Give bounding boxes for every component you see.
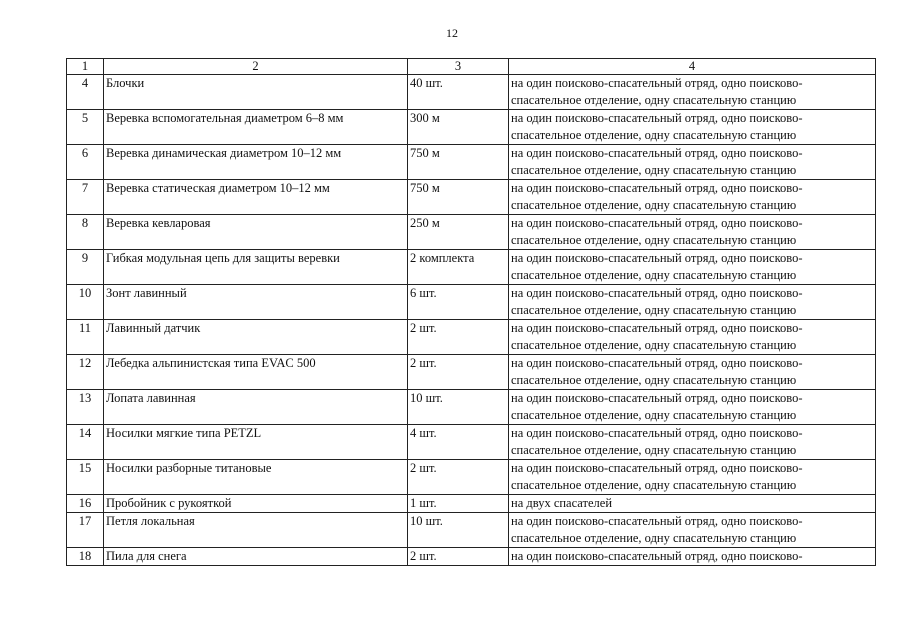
- item-quantity: 6 шт.: [408, 285, 509, 320]
- table-row: [67, 425, 876, 460]
- row-number: 9: [67, 250, 104, 285]
- item-name: Веревка статическая диаметром 10–12 мм: [104, 180, 408, 215]
- row-number: 11: [67, 320, 104, 355]
- item-name: Лебедка альпинистская типа EVAC 500: [104, 355, 408, 390]
- row-number: 4: [67, 75, 104, 110]
- table-row: [67, 320, 876, 355]
- item-quantity: 2 шт.: [408, 548, 509, 566]
- item-name: Носилки мягкие типа PETZL: [104, 425, 408, 460]
- item-note: [509, 355, 876, 390]
- item-name: Блочки: [104, 75, 408, 110]
- item-note-line-2: спасательное отделение, одну спасательную станцию: [511, 478, 797, 492]
- item-note-line-2: спасательное отделение, одну спасательную станцию: [511, 268, 797, 282]
- item-quantity: 10 шт.: [408, 513, 509, 548]
- column-header-2: 2: [104, 59, 408, 75]
- item-quantity: 2 комплекта: [408, 250, 509, 285]
- row-number: 5: [67, 110, 104, 145]
- item-note: [509, 180, 876, 215]
- item-quantity: 750 м: [408, 180, 509, 215]
- table-header-row: [67, 59, 876, 75]
- table-row: [67, 250, 876, 285]
- item-note: [509, 110, 876, 145]
- item-note-line-1: на один поисково-спасательный отряд, одно поисково-: [511, 216, 803, 230]
- table-row: [67, 285, 876, 320]
- row-number: 8: [67, 215, 104, 250]
- item-quantity: 10 шт.: [408, 390, 509, 425]
- item-note-line-2: спасательное отделение, одну спасательную станцию: [511, 93, 797, 107]
- item-note-line-1: на один поисково-спасательный отряд, одно поисково-: [511, 111, 803, 125]
- column-header-1: 1: [67, 59, 104, 75]
- item-note-line-1: на один поисково-спасательный отряд, одно поисково-: [511, 549, 803, 563]
- item-note-line-1: на один поисково-спасательный отряд, одно поисково-: [511, 251, 803, 265]
- item-note-line-2: спасательное отделение, одну спасательную станцию: [511, 531, 797, 545]
- item-name: Лавинный датчик: [104, 320, 408, 355]
- item-quantity: 2 шт.: [408, 320, 509, 355]
- table-body: [67, 75, 876, 566]
- item-note: [509, 513, 876, 548]
- table-row: [67, 355, 876, 390]
- item-note: [509, 495, 876, 513]
- row-number: 14: [67, 425, 104, 460]
- row-number: 6: [67, 145, 104, 180]
- item-name: Лопата лавинная: [104, 390, 408, 425]
- item-quantity: 1 шт.: [408, 495, 509, 513]
- item-note-line-2: спасательное отделение, одну спасательную станцию: [511, 128, 797, 142]
- table-row: [67, 145, 876, 180]
- item-note-line-1: на один поисково-спасательный отряд, одно поисково-: [511, 146, 803, 160]
- row-number: 18: [67, 548, 104, 566]
- item-note-line-1: на один поисково-спасательный отряд, одно поисково-: [511, 286, 803, 300]
- item-note-line-1: на один поисково-спасательный отряд, одно поисково-: [511, 321, 803, 335]
- row-number: 10: [67, 285, 104, 320]
- item-quantity: 4 шт.: [408, 425, 509, 460]
- item-note-line-2: спасательное отделение, одну спасательную станцию: [511, 233, 797, 247]
- item-name: Пила для снега: [104, 548, 408, 566]
- row-number: 17: [67, 513, 104, 548]
- item-quantity: 2 шт.: [408, 460, 509, 495]
- item-name: Гибкая модульная цепь для защиты веревки: [104, 250, 408, 285]
- item-note: [509, 425, 876, 460]
- item-note-line-1: на один поисково-спасательный отряд, одно поисково-: [511, 356, 803, 370]
- item-note: [509, 390, 876, 425]
- item-note-line-2: спасательное отделение, одну спасательную станцию: [511, 303, 797, 317]
- item-quantity: 300 м: [408, 110, 509, 145]
- item-note-line-2: спасательное отделение, одну спасательную станцию: [511, 373, 797, 387]
- item-note: [509, 250, 876, 285]
- table-row: [67, 513, 876, 548]
- item-note-line-2: спасательное отделение, одну спасательную станцию: [511, 408, 797, 422]
- column-header-4: 4: [509, 59, 876, 75]
- item-note-line-1: на один поисково-спасательный отряд, одно поисково-: [511, 181, 803, 195]
- equipment-table: [66, 58, 876, 566]
- item-note-line-1: на один поисково-спасательный отряд, одно поисково-: [511, 461, 803, 475]
- item-note-line-2: спасательное отделение, одну спасательную станцию: [511, 338, 797, 352]
- item-quantity: 750 м: [408, 145, 509, 180]
- table-row: [67, 215, 876, 250]
- table-row: [67, 460, 876, 495]
- item-name: Веревка кевларовая: [104, 215, 408, 250]
- row-number: 13: [67, 390, 104, 425]
- item-note-line-2: спасательное отделение, одну спасательную станцию: [511, 198, 797, 212]
- table-row: [67, 390, 876, 425]
- column-header-3: 3: [408, 59, 509, 75]
- table-row: [67, 495, 876, 513]
- item-quantity: 40 шт.: [408, 75, 509, 110]
- item-note-line-1: на двух спасателей: [511, 496, 613, 510]
- item-note: [509, 215, 876, 250]
- item-note-line-1: на один поисково-спасательный отряд, одно поисково-: [511, 391, 803, 405]
- item-name: Зонт лавинный: [104, 285, 408, 320]
- row-number: 16: [67, 495, 104, 513]
- page-number: 12: [446, 26, 458, 40]
- item-note-line-1: на один поисково-спасательный отряд, одно поисково-: [511, 426, 803, 440]
- item-note-line-2: спасательное отделение, одну спасательную станцию: [511, 443, 797, 457]
- item-note: [509, 285, 876, 320]
- item-note-line-2: спасательное отделение, одну спасательную станцию: [511, 163, 797, 177]
- item-note: [509, 75, 876, 110]
- item-name: Веревка вспомогательная диаметром 6–8 мм: [104, 110, 408, 145]
- item-name: Петля локальная: [104, 513, 408, 548]
- item-name: Носилки разборные титановые: [104, 460, 408, 495]
- table-row: [67, 180, 876, 215]
- table-row: [67, 110, 876, 145]
- item-note: [509, 548, 876, 566]
- row-number: 7: [67, 180, 104, 215]
- item-note: [509, 320, 876, 355]
- row-number: 12: [67, 355, 104, 390]
- item-note: [509, 460, 876, 495]
- item-quantity: 2 шт.: [408, 355, 509, 390]
- table-row: [67, 75, 876, 110]
- row-number: 15: [67, 460, 104, 495]
- item-name: Веревка динамическая диаметром 10–12 мм: [104, 145, 408, 180]
- item-note-line-1: на один поисково-спасательный отряд, одно поисково-: [511, 76, 803, 90]
- table-row: [67, 548, 876, 566]
- item-note: [509, 145, 876, 180]
- item-quantity: 250 м: [408, 215, 509, 250]
- item-note-line-1: на один поисково-спасательный отряд, одно поисково-: [511, 514, 803, 528]
- item-name: Пробойник с рукояткой: [104, 495, 408, 513]
